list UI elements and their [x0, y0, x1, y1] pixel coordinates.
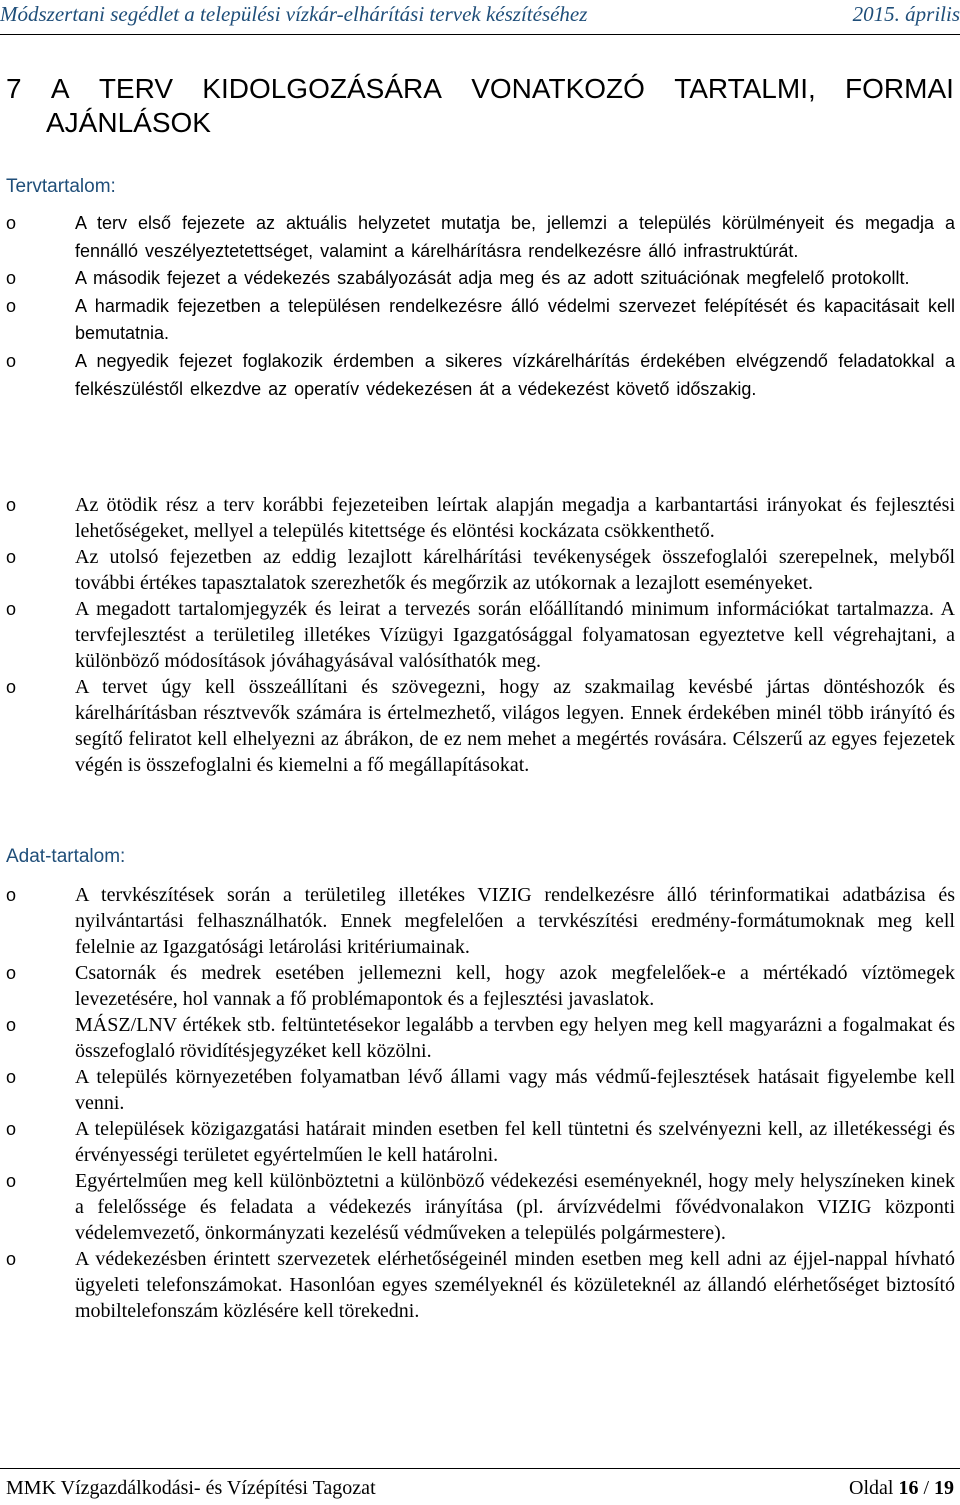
tervtartalom-list — [6, 210, 955, 403]
list-item — [6, 1012, 955, 1064]
footer-org: MMK Vízgazdálkodási- és Vízépítési Tagozat — [6, 1477, 376, 1499]
section-title-tervtartalom: Tervtartalom: — [6, 176, 116, 197]
list-item — [6, 492, 955, 544]
list-item-text: A harmadik fejezetben a településen rendelkezésre álló védelmi szervezet felépítését és kapacitásait kell bemutatnia. — [75, 295, 955, 344]
list-item-text: A terv első fejezete az aktuális helyzetet mutatja be, jellemzi a település körülményeit és megadja a fennálló veszélyeztetettséget, valamint a kárelhárításra rendelkezésre álló infrastruktúrát. — [75, 213, 955, 261]
bullet-icon: o — [6, 1015, 17, 1035]
page-current: 16 — [898, 1477, 919, 1499]
list-item — [6, 1168, 955, 1246]
bullet-icon: o — [6, 1067, 17, 1087]
page-label: Oldal — [849, 1477, 894, 1499]
bullet-icon: o — [6, 1249, 17, 1269]
list-item-text: A negyedik fejezet foglakozik érdemben a sikeres vízkárelhárítás érdekében elvégzendő feladatokkal a felkészüléstől elkezdve az operatív védekezésen át a védekezést követő időszakig. — [75, 350, 955, 399]
list-item — [6, 210, 955, 265]
list-item-text: A települések közigazgatási határait minden esetben fel kell tüntetni és szelvényezni kell, az illetékességi és érvényességi területet egyértelműen le kell határolni. — [75, 1118, 955, 1166]
page-footer — [0, 1468, 960, 1505]
bullet-icon: o — [6, 677, 17, 697]
bullet-icon: o — [6, 1119, 17, 1139]
heading-word: A — [50, 73, 70, 104]
chapter-heading-line2: AJÁNLÁSOK — [46, 107, 211, 138]
list-item — [6, 293, 955, 348]
list-item — [6, 265, 955, 293]
list-item — [6, 1116, 955, 1168]
heading-word: TARTALMI, — [674, 73, 816, 104]
header-title: Módszertani segédlet a települési vízkár-elhárítási tervek készítéséhez — [0, 2, 588, 26]
list-item-text: Csatornák és medrek esetében jellemezni kell, hogy azok megfelelőek-e a mértékadó víztömegek levezetésére, hol vannak a fő problémapontok és a fejlesztési javaslatok. — [75, 962, 955, 1010]
page-header — [0, 0, 960, 35]
page-separator: / — [923, 1477, 929, 1499]
chapter-heading-line1 — [6, 72, 954, 106]
bullet-icon: o — [6, 495, 17, 515]
list-item-text: A második fejezet a védekezés szabályozását adja meg és az adott szituációnak megfelelő protokollt. — [75, 268, 910, 289]
header-date: 2015. április — [852, 2, 960, 26]
list-item-text: A tervkészítések során a területileg illetékes VIZIG rendelkezésre álló térinformatikai adatbázisa és nyilvántartási felhasználhatók. Ennek megfelelően a tervkészítési eredmény-formátumoknak meg kell felelnie az Igazgatósági letárolási kritériumainak. — [75, 884, 955, 958]
bullet-icon: o — [6, 1171, 17, 1191]
heading-word: FORMAI — [845, 73, 954, 104]
list-item — [6, 674, 955, 778]
bullet-icon: o — [6, 963, 17, 983]
list-item — [6, 348, 955, 403]
bullet-icon: o — [6, 213, 17, 233]
bullet-icon: o — [6, 599, 17, 619]
list-item — [6, 544, 955, 596]
chapter-number: 7 — [6, 73, 22, 104]
bullet-icon: o — [6, 885, 17, 905]
list-item-text: Egyértelműen meg kell különböztetni a különböző védekezési eseményeknél, hogy mely helyszíneken kinek a felelőssége és feladata a védekezés irányítása (pl. árvízvédelmi fővédvonalakon VIZIG központi védelemvezető, önkormányzati kezelésű védműveken a település polgármestere). — [75, 1170, 955, 1244]
list-item — [6, 1064, 955, 1116]
adat-tartalom-list — [6, 882, 955, 1324]
heading-word: TERV — [98, 73, 173, 104]
bullet-icon: o — [6, 350, 17, 371]
page-total: 19 — [934, 1477, 954, 1499]
bullet-icon: o — [6, 295, 17, 316]
list-item-text: A védekezésben érintett szervezetek elérhetőségeinél minden esetben meg kell adni az éjjel-nappal hívható ügyeleti telefonszámokat. Hasonlóan egyes személyeknél és közületeknél az állandó elérhetőséget biztosító mobiltelefonszám közlésére kell törekedni. — [75, 1248, 955, 1322]
list-item-text: A település környezetében folyamatban lévő állami vagy más védmű-fejlesztések hatásait figyelembe kell venni. — [75, 1066, 955, 1114]
list-item-text: Az ötödik rész a terv korábbi fejezeteiben leírtak alapján megadja a karbantartási irányokat és fejlesztési lehetőségeket, mellyel a település kitettsége és elöntési kockázata csökkenthető. — [75, 494, 955, 542]
list-item — [6, 960, 955, 1012]
page-number — [849, 1477, 954, 1500]
list-item-text: MÁSZ/LNV értékek stb. feltüntetésekor legalább a tervben egy helyen meg kell magyarázni a fogalmakat és összefoglaló rövidítésjegyzéket kell közölni. — [75, 1014, 955, 1062]
list-item-text: A megadott tartalomjegyzék és leirat a tervezés során előállítandó minimum információkat tartalmazza. A tervfejlesztést a területileg illetékes Vízügyi Igazgatósággal folyamatosan egyeztetve kell végrehajtani, a különböző módosítások jóváhagyásával valósíthatók meg. — [75, 598, 955, 672]
list-item — [6, 596, 955, 674]
list-item-text: A tervet úgy kell összeállítani és szövegezni, hogy az szakmailag kevésbé jártas döntéshozók és kárelhárításban résztvevők számára is értelmezhető, világos legyen. Ennek érdekében minél több irányító és segítő feliratot kell elhelyezni az ábrákon, de ez nem mehet a megértés rovására. Célszerű az egyes fejezetek végén is összefoglalni és kiemelni a fő megállapításokat. — [75, 676, 955, 776]
bullet-icon: o — [6, 268, 17, 289]
bullet-icon: o — [6, 547, 17, 567]
tervtartalom-list-continued — [6, 492, 955, 778]
heading-word: KIDOLGOZÁSÁRA — [202, 73, 442, 104]
chapter-heading — [6, 72, 954, 140]
list-item-text: Az utolsó fejezetben az eddig lezajlott kárelhárítási tevékenységek összefoglalói szerepelnek, melyből további értékes tapasztalatok szerezhetők és megőrzik az utókornak a lezajlott eseményeket. — [75, 546, 955, 594]
list-item — [6, 1246, 955, 1324]
list-item — [6, 882, 955, 960]
section-title-adat-tartalom: Adat-tartalom: — [6, 846, 126, 867]
heading-word: VONATKOZÓ — [471, 73, 645, 104]
